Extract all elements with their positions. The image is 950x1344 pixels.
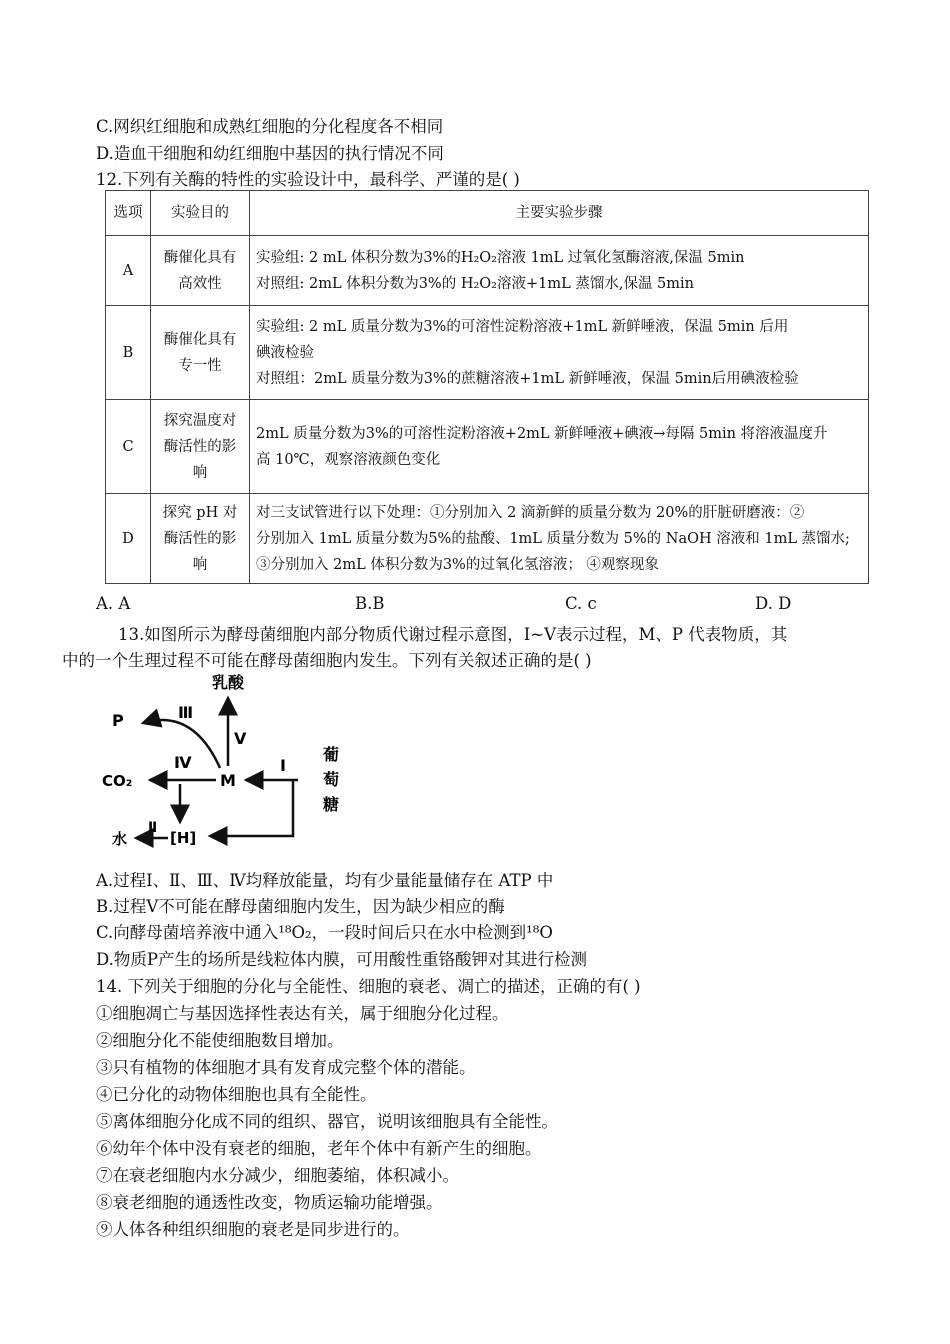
label-i: I — [280, 756, 286, 775]
q14-item: ④已分化的动物体细胞也具有全能性。 — [96, 1085, 377, 1104]
step-line: 实验组: 2 mL 质量分数为3%的可溶性淀粉溶液+1mL 新鲜唾液，保温 5min 后用 — [256, 318, 789, 335]
label-ii: Ⅱ — [148, 820, 158, 836]
label-m: M — [220, 771, 236, 790]
q12-option-a: A. A — [96, 594, 131, 613]
table-header-row — [106, 191, 869, 236]
step-line: 分别加入 1mL 质量分数为5%的盐酸、1mL 质量分数为 5%的 NaOH 溶液和 1mL 蒸馏水; — [256, 530, 850, 547]
q14-item: ⑥幼年个体中没有衰老的细胞，老年个体中有新产生的细胞。 — [96, 1139, 542, 1158]
row-steps — [250, 306, 869, 400]
label-iv: Ⅳ — [174, 753, 192, 772]
question-12-stem: 12.下列有关酶的特性的实验设计中，最科学、严谨的是( ) — [96, 170, 520, 189]
row-aim: 探究 pH 对酶活性的影响 — [151, 494, 250, 584]
row-aim: 探究温度对酶活性的影响 — [151, 400, 250, 494]
row-steps — [250, 400, 869, 494]
table-row — [106, 306, 869, 400]
header-steps: 主要实验步骤 — [250, 191, 869, 236]
step-line: 实验组: 2 mL 体积分数为3%的H₂O₂溶液 1mL 过氧化氢酶溶液,保温 5min — [256, 249, 745, 266]
metabolism-diagram — [98, 668, 358, 853]
label-glucose-1: 葡 — [323, 745, 340, 764]
label-water: 水 — [112, 830, 128, 848]
row-aim: 酶催化具有专一性 — [151, 306, 250, 400]
q13-option-c: C.向酵母菌培养液中通入¹⁸O₂，一段时间后只在水中检测到¹⁸O — [96, 923, 553, 942]
experiment-table — [105, 190, 869, 584]
row-option: B — [106, 306, 151, 400]
table-row — [106, 236, 869, 306]
label-v: V — [234, 729, 247, 748]
label-iii: Ⅲ — [178, 703, 194, 722]
step-line: 高 10℃，观察溶液颜色变化 — [256, 451, 441, 468]
row-steps — [250, 494, 869, 584]
step-line: 对照组：2mL 质量分数为3%的蔗糖溶液+1mL 新鲜唾液，保温 5min后用碘液检验 — [256, 370, 799, 387]
q14-item: ⑦在衰老细胞内水分减少，细胞萎缩，体积减小。 — [96, 1166, 459, 1185]
q12-option-d: D. D — [755, 594, 792, 613]
step-line: 对照组: 2mL 体积分数为3%的 H₂O₂溶液+1mL 蒸馏水,保温 5min — [256, 275, 695, 292]
header-option: 选项 — [106, 191, 151, 236]
label-h: [H] — [170, 829, 197, 847]
step-line: 2mL 质量分数为3%的可溶性淀粉溶液+2mL 新鲜唾液+碘液→每隔 5min 将溶液温度升 — [256, 425, 828, 442]
q13-option-b: B.过程Ⅴ不可能在酵母菌细胞内发生，因为缺少相应的酶 — [96, 897, 505, 916]
q14-item: ①细胞凋亡与基因选择性表达有关，属于细胞分化过程。 — [96, 1004, 509, 1023]
q14-item: ⑧衰老细胞的通透性改变，物质运输功能增强。 — [96, 1193, 443, 1212]
q14-item: ②细胞分化不能使细胞数目增加。 — [96, 1031, 344, 1050]
q14-item: ⑤离体细胞分化成不同的组织、器官，说明该细胞具有全能性。 — [96, 1112, 558, 1131]
q13-option-d: D.物质P产生的场所是线粒体内膜，可用酸性重铬酸钾对其进行检测 — [96, 950, 587, 969]
step-line: 对三支试管进行以下处理：①分别加入 2 滴新鲜的质量分数为 20%的肝脏研磨液：② — [256, 504, 805, 521]
question-13-stem-1: 13.如图所示为酵母菌细胞内部分物质代谢过程示意图，Ⅰ~Ⅴ表示过程，M、P 代表物质，其 — [118, 625, 788, 644]
row-option: C — [106, 400, 151, 494]
question-13-stem-2: 中的一个生理过程不可能在酵母菌细胞内发生。下列有关叙述正确的是( ) — [62, 651, 592, 670]
option-c-line: C.网织红细胞和成熟红细胞的分化程度各不相同 — [96, 117, 444, 136]
label-co2: CO₂ — [102, 772, 133, 790]
label-glucose-3: 糖 — [323, 795, 340, 814]
q14-item: ⑨人体各种组织细胞的衰老是同步进行的。 — [96, 1220, 410, 1239]
q13-option-a: A.过程Ⅰ、Ⅱ、Ⅲ、Ⅳ均释放能量，均有少量能量储存在 ATP 中 — [96, 871, 554, 890]
step-line: ③分别加入 2mL 体积分数为3%的过氧化氢溶液； ④观察现象 — [256, 556, 659, 573]
step-line: 碘液检验 — [256, 344, 314, 361]
q14-item: ③只有植物的体细胞才具有发育成完整个体的潜能。 — [96, 1058, 476, 1077]
q12-option-c: C. c — [565, 594, 597, 613]
row-option: A — [106, 236, 151, 306]
label-glucose-2: 萄 — [323, 770, 340, 789]
row-aim: 酶催化具有高效性 — [151, 236, 250, 306]
row-steps — [250, 236, 869, 306]
table-row — [106, 494, 869, 584]
header-aim: 实验目的 — [151, 191, 250, 236]
q12-option-b: B.B — [355, 594, 385, 613]
label-p: P — [112, 711, 124, 730]
label-lactic-acid: 乳酸 — [212, 673, 245, 692]
question-14-stem: 14. 下列关于细胞的分化与全能性、细胞的衰老、凋亡的描述，正确的有( ) — [96, 977, 641, 996]
table-row — [106, 400, 869, 494]
option-d-line: D.造血干细胞和幼红细胞中基因的执行情况不同 — [96, 144, 444, 163]
row-option: D — [106, 494, 151, 584]
